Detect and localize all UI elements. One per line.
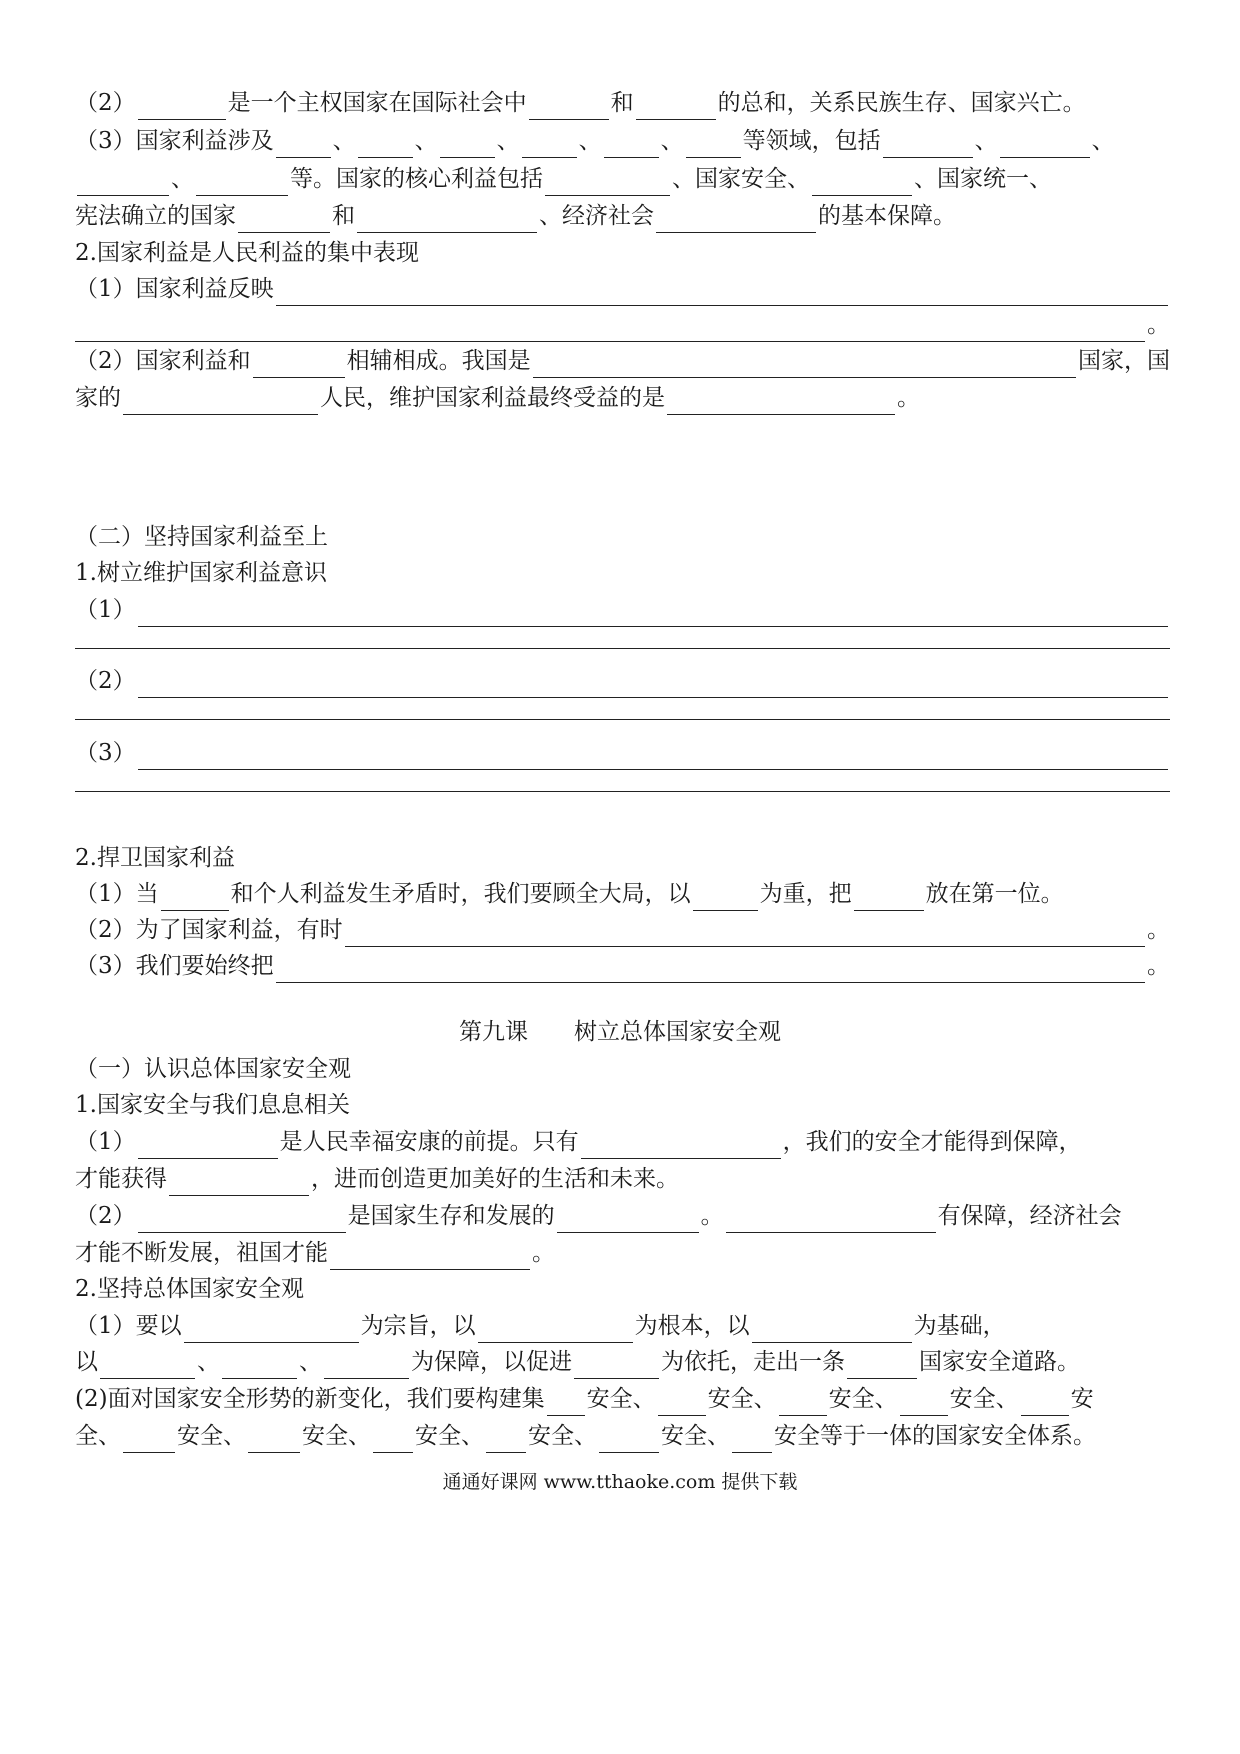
text: 是国家生存和发展的 bbox=[347, 1203, 555, 1229]
text: 安 bbox=[1070, 1386, 1094, 1412]
blank[interactable] bbox=[138, 95, 226, 120]
blank[interactable] bbox=[248, 1428, 300, 1453]
answer-line[interactable] bbox=[75, 791, 1170, 792]
text: 是一个主权国家在国际社会中 bbox=[227, 90, 527, 116]
blank[interactable] bbox=[238, 208, 330, 233]
text: 、经济社会 bbox=[539, 203, 654, 229]
answer-line[interactable] bbox=[138, 602, 1168, 627]
blank[interactable] bbox=[478, 1318, 633, 1343]
item-number: （1） bbox=[75, 1129, 136, 1155]
text-line bbox=[75, 664, 1170, 698]
answer-line[interactable] bbox=[138, 745, 1168, 770]
blank[interactable] bbox=[276, 133, 331, 158]
separator: 、 bbox=[660, 128, 684, 154]
separator: 、 bbox=[171, 166, 194, 192]
text: 国家安全道路。 bbox=[919, 1349, 1080, 1375]
text-line bbox=[75, 1125, 1170, 1159]
text: 以 bbox=[75, 1349, 98, 1375]
text: (2)面对国家安全形势的新变化，我们要构建集 bbox=[75, 1386, 545, 1412]
text-line bbox=[75, 199, 1170, 233]
blank[interactable] bbox=[123, 1428, 175, 1453]
blank[interactable] bbox=[812, 171, 912, 196]
text-line bbox=[75, 272, 1170, 306]
blank[interactable] bbox=[732, 1428, 772, 1453]
blank[interactable] bbox=[100, 1354, 195, 1379]
text: 为宗旨，以 bbox=[360, 1313, 476, 1339]
blank[interactable] bbox=[636, 95, 716, 120]
item-number: （2） bbox=[75, 90, 136, 116]
heading-text: 1.国家安全与我们息息相关 bbox=[75, 1092, 350, 1118]
blank[interactable] bbox=[779, 1391, 827, 1416]
text: 安全、 bbox=[177, 1423, 246, 1449]
blank[interactable] bbox=[440, 133, 495, 158]
text: （1）当 bbox=[75, 881, 159, 907]
separator: 、 bbox=[332, 128, 356, 154]
blank[interactable] bbox=[138, 1208, 346, 1233]
text-line bbox=[75, 1309, 1170, 1343]
text: 。 bbox=[1147, 312, 1170, 338]
text: 安全、 bbox=[586, 1386, 656, 1412]
text-line bbox=[75, 1162, 1170, 1196]
text: 。 bbox=[700, 1203, 724, 1229]
text-line bbox=[75, 949, 1170, 983]
text-line bbox=[75, 344, 1170, 378]
blank[interactable] bbox=[169, 1171, 309, 1196]
separator: 、 bbox=[578, 128, 602, 154]
section-heading bbox=[75, 520, 1170, 554]
blank[interactable] bbox=[545, 171, 670, 196]
text: （1）要以 bbox=[75, 1313, 182, 1339]
text: 才能获得 bbox=[75, 1166, 167, 1192]
text: 。 bbox=[1147, 953, 1170, 979]
blank[interactable] bbox=[253, 353, 345, 378]
answer-line[interactable] bbox=[75, 719, 1170, 720]
text: 全、 bbox=[75, 1423, 121, 1449]
item-number: （1） bbox=[75, 597, 136, 623]
answer-line[interactable] bbox=[75, 648, 1170, 649]
text: （1）国家利益反映 bbox=[75, 276, 274, 302]
text: 安全、 bbox=[949, 1386, 1019, 1412]
heading-text: （一）认识总体国家安全观 bbox=[75, 1056, 351, 1082]
blank[interactable] bbox=[222, 1354, 297, 1379]
heading-text: 2.坚持总体国家安全观 bbox=[75, 1276, 304, 1302]
text-line bbox=[75, 381, 1170, 415]
blank[interactable] bbox=[656, 208, 816, 233]
text: 安全、 bbox=[828, 1386, 898, 1412]
text: 安全、 bbox=[415, 1423, 484, 1449]
blank[interactable] bbox=[581, 1134, 781, 1159]
blank[interactable] bbox=[330, 1245, 530, 1270]
separator: 、 bbox=[974, 128, 998, 154]
text: 为依托，走出一条 bbox=[661, 1349, 845, 1375]
text-line bbox=[75, 1419, 1170, 1453]
text-line bbox=[75, 1345, 1170, 1379]
heading-text: （二）坚持国家利益至上 bbox=[75, 524, 328, 550]
text: 、国家安全、 bbox=[672, 166, 810, 192]
blank[interactable] bbox=[547, 1391, 585, 1416]
blank[interactable] bbox=[161, 886, 229, 911]
text: ，进而创造更加美好的生活和未来。 bbox=[311, 1166, 679, 1192]
answer-line[interactable] bbox=[345, 922, 1145, 947]
text: 为保障，以促进 bbox=[411, 1349, 572, 1375]
blank[interactable] bbox=[77, 171, 169, 196]
section-heading bbox=[75, 1272, 1170, 1306]
blank[interactable] bbox=[658, 1391, 706, 1416]
blank[interactable] bbox=[900, 1391, 948, 1416]
text: （2）为了国家利益，有时 bbox=[75, 917, 343, 943]
blank[interactable] bbox=[486, 1428, 526, 1453]
heading-text: 2.捍卫国家利益 bbox=[75, 845, 235, 871]
text: 安全、 bbox=[528, 1423, 597, 1449]
text: 人民，维护国家利益最终受益的是 bbox=[320, 385, 665, 411]
text: 和个人利益发生矛盾时，我们要顾全大局，以 bbox=[230, 881, 691, 907]
answer-line[interactable] bbox=[138, 673, 1168, 698]
text: 是人民幸福安康的前提。只有 bbox=[279, 1129, 579, 1155]
text-line bbox=[75, 1199, 1170, 1233]
text: 家的 bbox=[75, 385, 121, 411]
blank[interactable] bbox=[726, 1208, 936, 1233]
blank[interactable] bbox=[557, 1208, 699, 1233]
text: 。 bbox=[1147, 917, 1170, 943]
section-heading bbox=[75, 1088, 1170, 1122]
item-number: （2） bbox=[75, 668, 136, 694]
text: 、国家统一、 bbox=[914, 166, 1052, 192]
text: 等领域，包括 bbox=[742, 128, 881, 154]
item-number: （3） bbox=[75, 740, 136, 766]
section-heading bbox=[75, 841, 1170, 875]
text: 相辅相成。我国是 bbox=[346, 348, 531, 374]
text: 。 bbox=[897, 385, 920, 411]
text-line bbox=[75, 736, 1170, 770]
blank[interactable] bbox=[883, 133, 973, 158]
text-line bbox=[75, 1236, 1170, 1270]
blank[interactable] bbox=[752, 1318, 912, 1343]
answer-line[interactable] bbox=[276, 281, 1168, 306]
blank[interactable] bbox=[847, 1354, 917, 1379]
blank[interactable] bbox=[667, 390, 895, 415]
blank[interactable] bbox=[373, 1428, 413, 1453]
text: （3）国家利益涉及 bbox=[75, 128, 274, 154]
text-line bbox=[75, 162, 1170, 196]
blank[interactable] bbox=[324, 1354, 409, 1379]
blank[interactable] bbox=[854, 886, 924, 911]
text-line bbox=[75, 124, 1170, 158]
text: ，我们的安全才能得到保障， bbox=[782, 1129, 1082, 1155]
separator: 、 bbox=[1091, 128, 1115, 154]
text-line bbox=[75, 593, 1170, 627]
text: 等。国家的核心利益包括 bbox=[290, 166, 543, 192]
text: （3）我们要始终把 bbox=[75, 953, 274, 979]
text-line bbox=[75, 1382, 1170, 1416]
text: 的总和，关系民族生存、国家兴亡。 bbox=[717, 90, 1086, 116]
blank[interactable] bbox=[529, 95, 609, 120]
lesson-title: 第九课 树立总体国家安全观 bbox=[459, 1019, 781, 1045]
text: （2）国家利益和 bbox=[75, 348, 251, 374]
blank[interactable] bbox=[686, 133, 741, 158]
footer-text: 通通好课网 www.tthaoke.com 提供下载 bbox=[442, 1471, 798, 1493]
blank[interactable] bbox=[358, 133, 413, 158]
separator: 、 bbox=[414, 128, 438, 154]
separator: 、 bbox=[496, 128, 520, 154]
text: 放在第一位。 bbox=[925, 881, 1064, 907]
text: 为基础， bbox=[913, 1313, 1006, 1339]
blank[interactable] bbox=[184, 1318, 359, 1343]
blank[interactable] bbox=[138, 1134, 278, 1159]
blank[interactable] bbox=[357, 208, 537, 233]
section-heading bbox=[75, 1052, 1170, 1086]
text: 的基本保障。 bbox=[818, 203, 956, 229]
text: 安全、 bbox=[661, 1423, 730, 1449]
heading-text: 2.国家利益是人民利益的集中表现 bbox=[75, 240, 419, 266]
blank[interactable] bbox=[196, 171, 288, 196]
item-number: （2） bbox=[75, 1203, 136, 1229]
section-heading bbox=[75, 556, 1170, 590]
text-line bbox=[75, 86, 1170, 120]
blank[interactable] bbox=[693, 886, 758, 911]
answer-line[interactable] bbox=[75, 317, 1145, 342]
blank[interactable] bbox=[604, 133, 659, 158]
blank[interactable] bbox=[599, 1428, 659, 1453]
text: 安全、 bbox=[302, 1423, 371, 1449]
blank[interactable] bbox=[574, 1354, 659, 1379]
text: 为重，把 bbox=[759, 881, 852, 907]
section-heading bbox=[75, 236, 1170, 270]
heading-text: 1.树立维护国家利益意识 bbox=[75, 560, 327, 586]
blank[interactable] bbox=[533, 353, 1076, 378]
text: 国家，国 bbox=[1078, 348, 1170, 374]
text: 为根本，以 bbox=[634, 1313, 750, 1339]
text: 安全、 bbox=[707, 1386, 777, 1412]
text: 和 bbox=[610, 90, 634, 116]
text: 才能不断发展，祖国才能 bbox=[75, 1240, 328, 1266]
separator: 、 bbox=[197, 1349, 220, 1375]
text-line bbox=[75, 877, 1170, 911]
text: 宪法确立的国家 bbox=[75, 203, 236, 229]
text: 和 bbox=[332, 203, 355, 229]
blank[interactable] bbox=[1021, 1391, 1069, 1416]
blank[interactable] bbox=[123, 390, 318, 415]
blank[interactable] bbox=[522, 133, 577, 158]
answer-line[interactable] bbox=[276, 958, 1145, 983]
text: 安全等于一体的国家安全体系。 bbox=[774, 1423, 1096, 1449]
text: 有保障，经济社会 bbox=[937, 1203, 1122, 1229]
blank[interactable] bbox=[1000, 133, 1090, 158]
text-line bbox=[75, 913, 1170, 947]
text: 。 bbox=[532, 1240, 555, 1266]
text-line bbox=[75, 308, 1170, 342]
separator: 、 bbox=[299, 1349, 322, 1375]
